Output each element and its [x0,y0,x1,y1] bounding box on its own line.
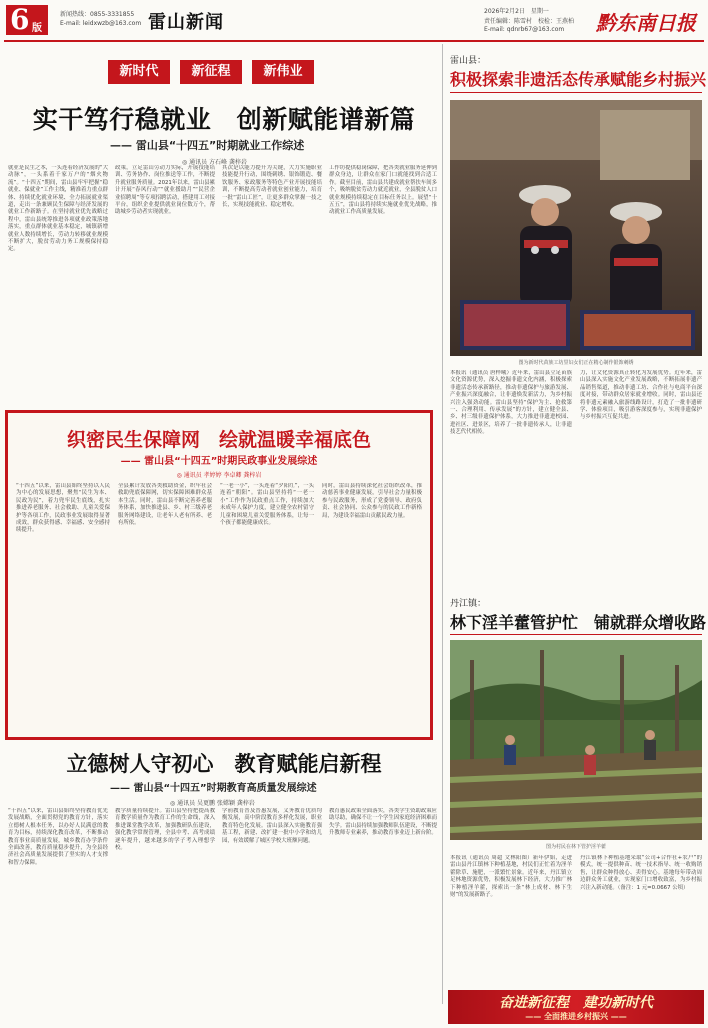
right-top-kicker: 雷山县： [450,56,487,66]
bottom-article-col: 教学质量持续提升。雷山县坚持把提高教育教学质量作为教育工作的生命线，深入推进课堂教学改革，加强教研队伍建设，强化教学常规管理，全县中考、高考成绩逐年提升，越来越多的学子考入理想学校。 [115,808,215,852]
page-badge [6,5,48,35]
masthead [0,0,708,40]
middle-article-col: 同时，雷山县持续深化社会组织改革，推动慈善事业健康发展，引导社会力量积极参与民政服务，形成了党委领导、政府负责、社会协同、公众参与的民政工作新格局，为建设幸福雷山贡献民政力量。 [322,483,422,519]
page-badge-suffix: 版 [32,23,42,34]
section-title: 雷山新闻 [148,12,224,33]
right-bottom-photo-caption: 图为村民在林下管护淫羊藿 [545,844,606,850]
right-top-rule [450,92,702,93]
middle-article-byline: ◎ 通讯员 孝婷婷 李卓卿 龚梓岩 [176,472,262,479]
right-bottom-kicker: 丹江镇： [450,599,487,609]
top-article-col: 其次是以能力提升为关键，大力实施职业技能提升行动，围绕刺绣、银饰锻造、餐饮服务、家政服务等特色产业开展技能培训，不断提高劳动者就业创业能力，培育一批“雷山工匠”，让更多群众掌握一技之长，实现技能就业、稳定增收。 [222,165,322,209]
top-article-title: 实干笃行稳就业 创新赋能谱新篇 [32,105,416,134]
masthead-rule [4,40,704,42]
slogan-item: 新伟业 [252,60,314,84]
embroidery-photo [450,100,702,356]
page-badge-number: 6 [10,3,30,36]
paper-name-logo: 黔东南日报 [596,11,696,35]
forest-farm-photo [450,640,702,840]
bottom-article-title: 立德树人守初心 教育赋能启新程 [66,751,382,776]
bottom-article-byline: ◎ 通讯员 吴更鹏 张嫦颖 龚梓岩 [170,800,255,807]
masthead-date: 2026年2月2日 星期一 [484,8,549,15]
column-divider [442,44,443,1004]
right-bottom-rule [450,634,702,635]
masthead-edit-email: E-mail: qdnrb67@163.com [484,26,565,33]
top-article-byline: ◎ 通讯员 方石峰 龚梓岩 [182,159,247,166]
right-top-col: 本报讯（通讯员 唐梓曦）近年来，雷山县立足苗族文化资源优势，深入挖掘非遗文化内涵，积极探索非遗活态传承新路径，推动非遗保护与旅游发展、产业振兴深度融合，让非遗焕发新活力，为乡村振兴注入强劲动能。雷山县坚持“保护为主、抢救第一、合理利用、传承发展”的方针，建立健全县、乡、村三级非遗保护体系，大力推进非遗进校园、进社区、进景区，培养了一批非遗传承人，让非遗技艺代代相传。 [450,370,572,436]
slogan-ribbon [108,60,316,84]
middle-article-col: 全县累计发放各类救助资金，织牢社会救助兜底保障网，切实保障困难群众基本生活。同时，雷山县不断完善养老服务体系，加快推进县、乡、村三级养老服务网络建设，让老年人老有所养、老有所依。 [118,483,212,527]
slogan-item: 新征程 [180,60,242,84]
footer-banner-line2: —— 全面推进乡村振兴 —— [525,1012,627,1021]
top-article-col: 就业是民生之本，一头连着经济发展的“大动脉”，一头系着千家万户的“烟火物流”。“十四五”期间，雷山县牢牢把握“稳就业、保就业”工作主线，精准着力重点群体、持续优化就业环境、全力拓展就业渠道，走出一条兼顾民生保障与经济发展的就业工作新路子。在坚持就业优先战略过程中，雷山县统筹推进各项就业政策落地落实，重点群体就业基本稳定，城镇新增就业人数持续增长，劳动力转移就业规模不断扩大，脱贫劳动力务工规模保持稳定。 [8,165,108,253]
bottom-article-col: “十四五”以来，雷山县始终坚持教育优先发展战略，全面贯彻党的教育方针，落实立德树人根本任务，以办好人民满意的教育为目标，持续深化教育改革，不断推动教育事业高质量发展，城乡教育办学条件全面改善，教育质量稳步提升，为全县经济社会高质量发展提供了坚实的人才支撑和智力保障。 [8,808,108,866]
bottom-article-col: 教育惠民政策全面落实，各类学生资助政策应助尽助，确保不让一个学生因家庭经济困难而失学。雷山县持续加强教师队伍建设，不断提升教师专业素养，推动教育事业迈上新台阶。 [329,808,437,837]
right-top-col: 力，让文化资源真正转化为发展优势。近年来，雷山县深入实施文化产业发展战略，不断拓展非遗产品销售渠道，推动非遗工坊、合作社与电商平台深度对接，带动群众居家就业增收。同时，雷山县还将非遗元素融入旅游线路设计，打造了一批非遗研学、体验项目，吸引游客深度参与，实现非遗保护与乡村振兴互促共进。 [580,370,702,421]
top-article-col: 工作坊提供稳岗保障，把各类就业服务延伸到群众身边，让群众在家门口就能找到合适工作。截至目前，雷山县共建成就业帮扶车间多个，吸纳脱贫劳动力就近就业，全县脱贫人口就业规模持续稳定在目标任务以上。展望“十五五”，雷山县将持续实施就业优先战略，推动就业工作高质量发展。 [329,165,437,216]
middle-article-col: “十四五”以来，雷山县始终坚持以人民为中心的发展思想，聚焦“民生为本、民政为民”，着力兜牢民生底线，扎实推进养老服务、社会救助、儿童关爱保护等各项工作，民政事业发展取得显著成效，群众获得感、幸福感、安全感持续提升。 [16,483,110,534]
footer-banner [448,990,704,1024]
masthead-email: E-mail: leidxwzb@163.com [60,20,142,27]
masthead-editor: 责任编辑：陈雪村 校检：王燕柏 [484,18,575,25]
slogan-item: 新时代 [108,60,170,84]
footer-banner-line1: 奋进新征程 建功新时代 [499,995,653,1011]
right-top-photo-caption: 图为新时代苗族工坊里妇女们正在精心制作银饰刺绣 [518,360,634,366]
masthead-tel: 新闻热线：0855-3331855 [60,11,135,18]
bottom-article-col: 学前教育普及普惠发展，义务教育优质均衡发展，高中阶段教育多样化发展，职业教育特色化发展。雷山县深入实施教育强基工程，新建、改扩建一批中小学和幼儿园，有效缓解了城区学校大班额问题。 [222,808,322,844]
right-bottom-col: 本报讯（通讯员 周超 文林阳图）新年伊始，走进雷山县丹江镇林下种植基地，村民们正忙着为淫羊藿除草、施肥，一派繁忙景象。近年来，丹江镇立足林地资源优势，积极发展林下经济，大力推广林下种植淫羊藿，探索出一条“林上成材、林下生财”的发展新路子。 [450,855,572,899]
right-bottom-title: 林下淫羊藿管护忙 铺就群众增收路 [450,613,707,632]
right-top-title: 积极探索非遗活态传承赋能乡村振兴 [450,70,707,89]
bottom-article-subtitle: —— 雷山县“十四五”时期教育高质量发展综述 [110,783,317,794]
middle-article-title: 织密民生保障网 绘就温暖幸福底色 [66,429,371,451]
middle-article-subtitle: —— 雷山县“十四五”时期民政事业发展综述 [120,456,318,467]
middle-article-box [5,410,433,740]
top-article-col: 政策，立足雷山劳动力实际，开展技能培训、劳务协作、岗位推送等工作，不断提升就业服务质量。2021年以来，雷山县累计开展“春风行动”“就业援助月”“民营企业招聘周”等专项招聘活动，搭建用工对接平台，组织企业提供就业岗位数万个，帮助城乡劳动者实现就业。 [115,165,215,216]
middle-article-col: “一老一小”，一头连着“夕阳红”，一头连着“朝阳”。雷山县坚持将“一老一小”工作作为民政重点工作，持续加大未成年人保护力度，建立健全农村留守儿童和困境儿童关爱服务体系，让每一个孩子都能健康成长。 [220,483,314,527]
right-bottom-col: 丹江镇林下种植基地采取“公司+合作社+农户”的模式，统一提供种苗、统一技术指导、统一收购销售，让群众种得放心、卖得安心。基地每年带动周边群众务工就业，实现家门口增收致富，为乡村振兴注入新动能。（备注：1 元=0.0667 公顷） [580,855,702,891]
top-article-subtitle: —— 雷山县“十四五”时期就业工作综述 [110,139,305,152]
